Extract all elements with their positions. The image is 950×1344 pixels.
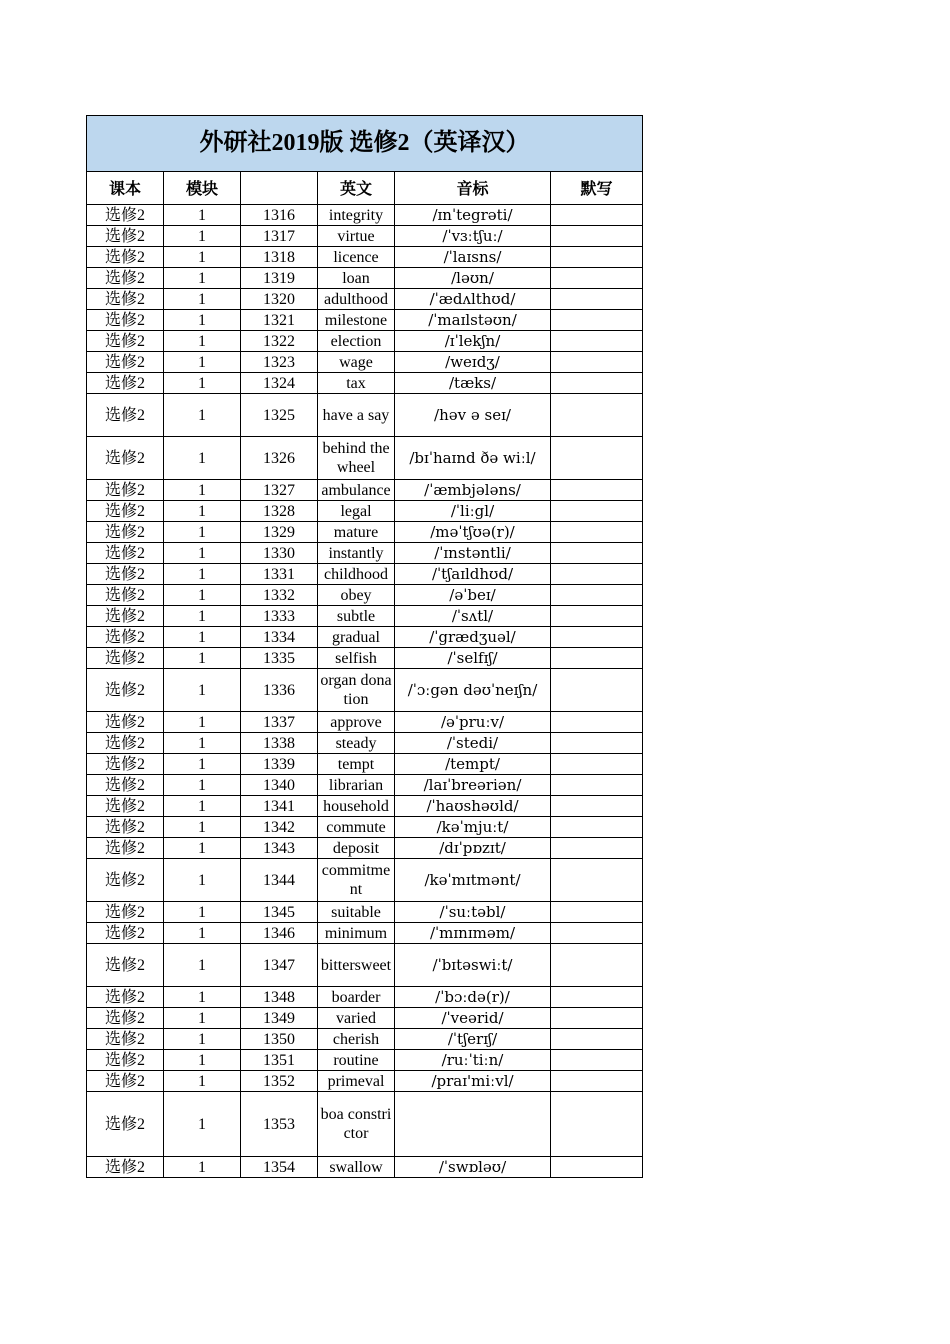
cell-module: 1 <box>164 289 241 310</box>
cell-english: routine <box>318 1050 395 1071</box>
cell-number: 1323 <box>241 352 318 373</box>
cell-module: 1 <box>164 437 241 480</box>
cell-phonetic: /ˈhaʊshəʊld/ <box>395 796 551 817</box>
table-row <box>87 1008 643 1029</box>
cell-number: 1329 <box>241 522 318 543</box>
cell-number: 1320 <box>241 289 318 310</box>
cell-number: 1331 <box>241 564 318 585</box>
table-row <box>87 627 643 648</box>
cell-number: 1333 <box>241 606 318 627</box>
cell-phonetic: /ˈgrædʒuəl/ <box>395 627 551 648</box>
cell-dictation[interactable] <box>551 775 643 796</box>
cell-number: 1336 <box>241 669 318 712</box>
cell-module: 1 <box>164 859 241 902</box>
cell-module: 1 <box>164 268 241 289</box>
cell-phonetic: /kəˈmjuːt/ <box>395 817 551 838</box>
cell-english: virtue <box>318 226 395 247</box>
table-row <box>87 712 643 733</box>
cell-english: childhood <box>318 564 395 585</box>
cell-phonetic: /əˈpruːv/ <box>395 712 551 733</box>
cell-english: steady <box>318 733 395 754</box>
cell-phonetic: /weɪdʒ/ <box>395 352 551 373</box>
cell-textbook: 选修2 <box>87 754 164 775</box>
cell-dictation[interactable] <box>551 902 643 923</box>
cell-module: 1 <box>164 902 241 923</box>
cell-module: 1 <box>164 606 241 627</box>
cell-textbook: 选修2 <box>87 944 164 987</box>
table-row <box>87 669 643 712</box>
cell-dictation[interactable] <box>551 923 643 944</box>
cell-phonetic: /ˈɪnstəntli/ <box>395 543 551 564</box>
table-row <box>87 817 643 838</box>
table-row <box>87 838 643 859</box>
cell-english: selfish <box>318 648 395 669</box>
table-row <box>87 564 643 585</box>
cell-english: wage <box>318 352 395 373</box>
cell-number: 1353 <box>241 1092 318 1157</box>
cell-module: 1 <box>164 1008 241 1029</box>
table-row <box>87 480 643 501</box>
cell-module: 1 <box>164 987 241 1008</box>
cell-textbook: 选修2 <box>87 437 164 480</box>
vocabulary-sheet <box>86 115 642 1178</box>
cell-english: integrity <box>318 205 395 226</box>
table-row <box>87 373 643 394</box>
cell-dictation[interactable] <box>551 838 643 859</box>
cell-module: 1 <box>164 923 241 944</box>
cell-dictation[interactable] <box>551 1029 643 1050</box>
cell-module: 1 <box>164 352 241 373</box>
cell-number: 1343 <box>241 838 318 859</box>
cell-english: suitable <box>318 902 395 923</box>
cell-english: loan <box>318 268 395 289</box>
cell-dictation[interactable] <box>551 1157 643 1178</box>
table-row <box>87 733 643 754</box>
cell-textbook: 选修2 <box>87 310 164 331</box>
table-row <box>87 944 643 987</box>
cell-number: 1316 <box>241 205 318 226</box>
table-row <box>87 437 643 480</box>
cell-phonetic: /laɪˈbreəriən/ <box>395 775 551 796</box>
cell-dictation[interactable] <box>551 669 643 712</box>
cell-module: 1 <box>164 522 241 543</box>
cell-phonetic: /ˈbɔːdə(r)/ <box>395 987 551 1008</box>
cell-number: 1327 <box>241 480 318 501</box>
cell-textbook: 选修2 <box>87 289 164 310</box>
cell-phonetic: /ɪnˈtegrəti/ <box>395 205 551 226</box>
cell-textbook: 选修2 <box>87 775 164 796</box>
cell-module: 1 <box>164 817 241 838</box>
table-row <box>87 268 643 289</box>
cell-phonetic: /ˈtʃaɪldhʊd/ <box>395 564 551 585</box>
cell-number: 1330 <box>241 543 318 564</box>
cell-dictation[interactable] <box>551 564 643 585</box>
table-row <box>87 331 643 352</box>
cell-number: 1328 <box>241 501 318 522</box>
cell-number: 1344 <box>241 859 318 902</box>
table-row <box>87 606 643 627</box>
cell-phonetic: /bɪˈhaɪnd ðə wiːl/ <box>395 437 551 480</box>
cell-english: adulthood <box>318 289 395 310</box>
cell-phonetic: /ˈɔːgən dəʊˈneɪʃn/ <box>395 669 551 712</box>
cell-dictation[interactable] <box>551 289 643 310</box>
table-row <box>87 522 643 543</box>
cell-number: 1348 <box>241 987 318 1008</box>
cell-module: 1 <box>164 754 241 775</box>
table-row <box>87 352 643 373</box>
cell-module: 1 <box>164 627 241 648</box>
cell-number: 1339 <box>241 754 318 775</box>
cell-textbook: 选修2 <box>87 817 164 838</box>
cell-dictation[interactable] <box>551 944 643 987</box>
cell-phonetic: /tæks/ <box>395 373 551 394</box>
cell-module: 1 <box>164 480 241 501</box>
col-header-english: 英文 <box>318 172 395 205</box>
cell-phonetic: /ˈtʃerɪʃ/ <box>395 1029 551 1050</box>
cell-english: legal <box>318 501 395 522</box>
cell-textbook: 选修2 <box>87 226 164 247</box>
cell-number: 1350 <box>241 1029 318 1050</box>
cell-dictation[interactable] <box>551 1092 643 1157</box>
cell-english: gradual <box>318 627 395 648</box>
cell-dictation[interactable] <box>551 606 643 627</box>
cell-module: 1 <box>164 205 241 226</box>
cell-phonetic: /məˈtʃʊə(r)/ <box>395 522 551 543</box>
cell-module: 1 <box>164 501 241 522</box>
cell-module: 1 <box>164 1157 241 1178</box>
cell-dictation[interactable] <box>551 648 643 669</box>
cell-phonetic: /kəˈmɪtmənt/ <box>395 859 551 902</box>
cell-module: 1 <box>164 543 241 564</box>
cell-phonetic: /ruːˈtiːn/ <box>395 1050 551 1071</box>
cell-dictation[interactable] <box>551 733 643 754</box>
cell-dictation[interactable] <box>551 712 643 733</box>
col-header-module: 模块 <box>164 172 241 205</box>
cell-english: primeval <box>318 1071 395 1092</box>
cell-dictation[interactable] <box>551 310 643 331</box>
cell-number: 1346 <box>241 923 318 944</box>
table-row <box>87 923 643 944</box>
cell-dictation[interactable] <box>551 627 643 648</box>
cell-module: 1 <box>164 394 241 437</box>
cell-textbook: 选修2 <box>87 543 164 564</box>
table-row <box>87 394 643 437</box>
cell-textbook: 选修2 <box>87 352 164 373</box>
cell-dictation[interactable] <box>551 543 643 564</box>
cell-module: 1 <box>164 733 241 754</box>
cell-number: 1322 <box>241 331 318 352</box>
cell-textbook: 选修2 <box>87 627 164 648</box>
cell-textbook: 选修2 <box>87 205 164 226</box>
cell-textbook: 选修2 <box>87 796 164 817</box>
table-row <box>87 247 643 268</box>
cell-english: obey <box>318 585 395 606</box>
table-row <box>87 859 643 902</box>
cell-phonetic: /ˈæmbjələns/ <box>395 480 551 501</box>
table-row <box>87 289 643 310</box>
cell-dictation[interactable] <box>551 352 643 373</box>
cell-english: election <box>318 331 395 352</box>
cell-phonetic: /ˈliːgl/ <box>395 501 551 522</box>
cell-english: approve <box>318 712 395 733</box>
table-row <box>87 1092 643 1157</box>
table-row <box>87 310 643 331</box>
cell-dictation[interactable] <box>551 373 643 394</box>
cell-number: 1354 <box>241 1157 318 1178</box>
cell-phonetic: /ˈlaɪsns/ <box>395 247 551 268</box>
cell-phonetic: /ˈbɪtəswiːt/ <box>395 944 551 987</box>
cell-dictation[interactable] <box>551 205 643 226</box>
cell-module: 1 <box>164 1029 241 1050</box>
cell-textbook: 选修2 <box>87 648 164 669</box>
cell-textbook: 选修2 <box>87 373 164 394</box>
cell-dictation[interactable] <box>551 331 643 352</box>
cell-number: 1338 <box>241 733 318 754</box>
cell-textbook: 选修2 <box>87 394 164 437</box>
cell-number: 1326 <box>241 437 318 480</box>
cell-module: 1 <box>164 310 241 331</box>
cell-number: 1321 <box>241 310 318 331</box>
table-row <box>87 585 643 606</box>
cell-dictation[interactable] <box>551 1071 643 1092</box>
cell-textbook: 选修2 <box>87 923 164 944</box>
cell-number: 1351 <box>241 1050 318 1071</box>
cell-phonetic <box>395 1092 551 1157</box>
cell-textbook: 选修2 <box>87 669 164 712</box>
cell-english: subtle <box>318 606 395 627</box>
cell-module: 1 <box>164 944 241 987</box>
cell-phonetic: /ˈstedi/ <box>395 733 551 754</box>
table-row <box>87 987 643 1008</box>
table-row <box>87 902 643 923</box>
cell-number: 1324 <box>241 373 318 394</box>
cell-number: 1318 <box>241 247 318 268</box>
cell-textbook: 选修2 <box>87 712 164 733</box>
table-row <box>87 775 643 796</box>
cell-number: 1319 <box>241 268 318 289</box>
cell-english: swallow <box>318 1157 395 1178</box>
cell-dictation[interactable] <box>551 247 643 268</box>
cell-english: varied <box>318 1008 395 1029</box>
cell-module: 1 <box>164 1050 241 1071</box>
cell-number: 1334 <box>241 627 318 648</box>
cell-phonetic: /praɪ'miːvl/ <box>395 1071 551 1092</box>
cell-module: 1 <box>164 585 241 606</box>
table-row <box>87 1050 643 1071</box>
cell-dictation[interactable] <box>551 501 643 522</box>
cell-phonetic: /dɪˈpɒzɪt/ <box>395 838 551 859</box>
cell-number: 1345 <box>241 902 318 923</box>
cell-module: 1 <box>164 1071 241 1092</box>
cell-number: 1347 <box>241 944 318 987</box>
cell-textbook: 选修2 <box>87 902 164 923</box>
cell-dictation[interactable] <box>551 1008 643 1029</box>
cell-dictation[interactable] <box>551 437 643 480</box>
header-row <box>87 172 643 205</box>
cell-english: licence <box>318 247 395 268</box>
table-row <box>87 205 643 226</box>
cell-dictation[interactable] <box>551 754 643 775</box>
cell-textbook: 选修2 <box>87 331 164 352</box>
cell-textbook: 选修2 <box>87 987 164 1008</box>
cell-phonetic: /ˈmɪnɪməm/ <box>395 923 551 944</box>
cell-phonetic: /ɪˈlekʃn/ <box>395 331 551 352</box>
cell-module: 1 <box>164 564 241 585</box>
table-row <box>87 796 643 817</box>
cell-phonetic: /ləʊn/ <box>395 268 551 289</box>
cell-module: 1 <box>164 796 241 817</box>
cell-number: 1335 <box>241 648 318 669</box>
cell-english: behind the wheel <box>318 437 395 480</box>
cell-dictation[interactable] <box>551 817 643 838</box>
cell-english: mature <box>318 522 395 543</box>
cell-textbook: 选修2 <box>87 564 164 585</box>
cell-textbook: 选修2 <box>87 1092 164 1157</box>
cell-module: 1 <box>164 669 241 712</box>
cell-dictation[interactable] <box>551 394 643 437</box>
cell-phonetic: /ˈsʌtl/ <box>395 606 551 627</box>
cell-english: boarder <box>318 987 395 1008</box>
cell-module: 1 <box>164 648 241 669</box>
table-row <box>87 226 643 247</box>
cell-number: 1341 <box>241 796 318 817</box>
cell-english: librarian <box>318 775 395 796</box>
col-header-phonetic: 音标 <box>395 172 551 205</box>
cell-textbook: 选修2 <box>87 606 164 627</box>
cell-english: ambulance <box>318 480 395 501</box>
cell-module: 1 <box>164 712 241 733</box>
cell-dictation[interactable] <box>551 859 643 902</box>
cell-phonetic: /ˈselfɪʃ/ <box>395 648 551 669</box>
cell-module: 1 <box>164 1092 241 1157</box>
cell-textbook: 选修2 <box>87 480 164 501</box>
cell-module: 1 <box>164 775 241 796</box>
cell-textbook: 选修2 <box>87 585 164 606</box>
cell-dictation[interactable] <box>551 522 643 543</box>
col-header-textbook: 课本 <box>87 172 164 205</box>
cell-dictation[interactable] <box>551 480 643 501</box>
cell-phonetic: /ˈvɜːtʃuː/ <box>395 226 551 247</box>
cell-dictation[interactable] <box>551 226 643 247</box>
col-header-number <box>241 172 318 205</box>
cell-phonetic: /ˈædʌlthʊd/ <box>395 289 551 310</box>
cell-number: 1349 <box>241 1008 318 1029</box>
cell-textbook: 选修2 <box>87 501 164 522</box>
cell-number: 1342 <box>241 817 318 838</box>
cell-number: 1325 <box>241 394 318 437</box>
cell-textbook: 选修2 <box>87 268 164 289</box>
cell-english: boa constrictor <box>318 1092 395 1157</box>
cell-textbook: 选修2 <box>87 838 164 859</box>
table-row <box>87 501 643 522</box>
cell-english: cherish <box>318 1029 395 1050</box>
table-row <box>87 754 643 775</box>
cell-number: 1332 <box>241 585 318 606</box>
cell-dictation[interactable] <box>551 796 643 817</box>
cell-module: 1 <box>164 373 241 394</box>
cell-phonetic: /əˈbeɪ/ <box>395 585 551 606</box>
table-row <box>87 543 643 564</box>
cell-english: instantly <box>318 543 395 564</box>
cell-textbook: 选修2 <box>87 522 164 543</box>
cell-phonetic: /ˈveərid/ <box>395 1008 551 1029</box>
cell-english: tempt <box>318 754 395 775</box>
cell-english: organ donation <box>318 669 395 712</box>
cell-english: minimum <box>318 923 395 944</box>
cell-english: tax <box>318 373 395 394</box>
cell-english: have a say <box>318 394 395 437</box>
cell-module: 1 <box>164 247 241 268</box>
cell-module: 1 <box>164 838 241 859</box>
col-header-dictation: 默写 <box>551 172 643 205</box>
vocabulary-table <box>86 115 643 1178</box>
cell-textbook: 选修2 <box>87 733 164 754</box>
cell-number: 1352 <box>241 1071 318 1092</box>
cell-module: 1 <box>164 226 241 247</box>
cell-english: household <box>318 796 395 817</box>
cell-dictation[interactable] <box>551 987 643 1008</box>
cell-textbook: 选修2 <box>87 859 164 902</box>
cell-dictation[interactable] <box>551 1050 643 1071</box>
cell-english: commute <box>318 817 395 838</box>
cell-textbook: 选修2 <box>87 1157 164 1178</box>
table-row <box>87 1157 643 1178</box>
cell-textbook: 选修2 <box>87 1008 164 1029</box>
cell-phonetic: /ˈmaɪlstəʊn/ <box>395 310 551 331</box>
cell-number: 1317 <box>241 226 318 247</box>
cell-number: 1337 <box>241 712 318 733</box>
cell-english: deposit <box>318 838 395 859</box>
cell-textbook: 选修2 <box>87 1029 164 1050</box>
cell-textbook: 选修2 <box>87 247 164 268</box>
cell-dictation[interactable] <box>551 268 643 289</box>
cell-dictation[interactable] <box>551 585 643 606</box>
table-row <box>87 648 643 669</box>
cell-phonetic: /ˈswɒləʊ/ <box>395 1157 551 1178</box>
cell-textbook: 选修2 <box>87 1050 164 1071</box>
cell-english: milestone <box>318 310 395 331</box>
cell-module: 1 <box>164 331 241 352</box>
sheet-title: 外研社2019版 选修2（英译汉） <box>87 116 643 172</box>
cell-english: commitment <box>318 859 395 902</box>
cell-phonetic: /həv ə seɪ/ <box>395 394 551 437</box>
table-row <box>87 1029 643 1050</box>
cell-english: bittersweet <box>318 944 395 987</box>
cell-phonetic: /ˈsuːtəbl/ <box>395 902 551 923</box>
cell-number: 1340 <box>241 775 318 796</box>
table-row <box>87 1071 643 1092</box>
cell-phonetic: /tempt/ <box>395 754 551 775</box>
cell-textbook: 选修2 <box>87 1071 164 1092</box>
